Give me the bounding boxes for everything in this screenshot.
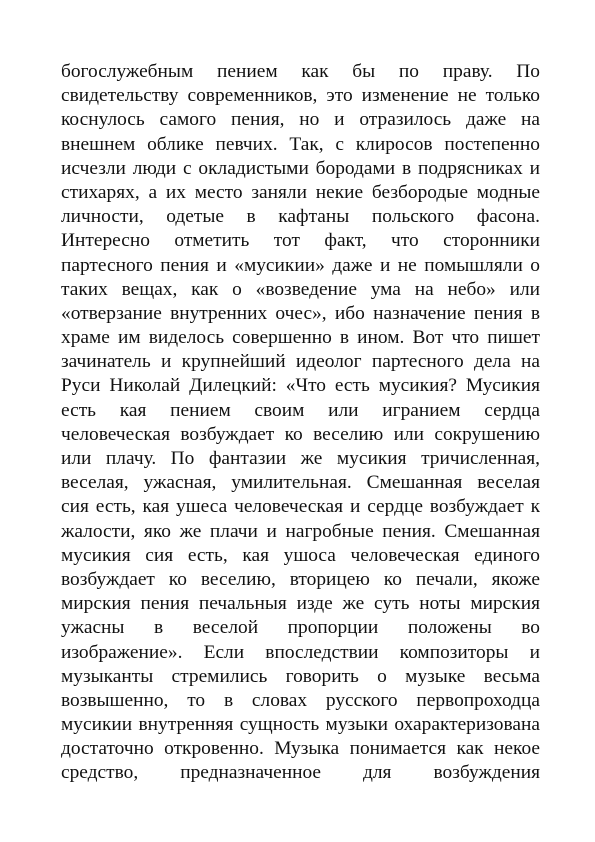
text-line: мирския пения печальныя изде же суть ноты мирския [61,593,540,615]
text-line: средство, предназначенное для возбуждения [61,762,540,784]
text-line: храме им виделось совершенно в ином. Вот что пишет [61,327,540,349]
text-line: внешнем облике певчих. Так, с клиросов постепенно [61,133,540,155]
text-line: изображение». Если впоследствии композиторы и [61,641,540,663]
text-line: богослужебным пением как бы по праву. По [61,61,540,82]
text-line: возвышенно, то в словах русского первопроходца [61,689,540,711]
text-line: мусикии внутренняя сущность музыки охарактеризована [61,714,540,736]
text-line: свидетельству современников, это изменение не только [61,85,540,107]
text-line: ужасны в веселой пропорции положены во [61,617,540,639]
body-text [61,60,540,786]
text-line: таких вещах, как о «возведение ума на небо» или [61,278,540,300]
text-line: веселая, ужасная, умилительная. Смешанная веселая [61,472,540,494]
text-line: коснулось самого пения, но и отразилось даже на [61,109,540,131]
text-line: личности, одетые в кафтаны польского фасона. [61,206,540,228]
text-line: или плачу. По фантазии же мусикия тричисленная, [61,448,540,469]
text-line: мусикия сия есть, кая ушоса человеческая единого [61,544,540,566]
text-line: музыканты стремились говорить о музыке весьма [61,665,540,687]
text-line: жалости, яко же плачи и нагробные пения. Смешанная [61,520,540,542]
text-line: есть кая пением своим или игранием сердца [61,399,540,421]
text-line: зачинатель и крупнейший идеолог партесного дела на [61,351,540,373]
text-line: исчезли люди с окладистыми бородами в подрясниках и [61,157,540,179]
text-line: сия есть, кая ушеса человеческая и сердце возбуждает к [61,496,540,518]
text-line: Интересно отметить тот факт, что сторонники [61,230,540,252]
text-line: возбуждает ко веселию, вторицею ко печали, якоже [61,568,540,590]
text-line: партесного пения и «мусикии» даже и не помышляли о [61,254,540,276]
text-line: «отверзание внутренних очес», ибо назначение пения в [61,302,540,324]
text-line: стихарях, а их место заняли некие безбородые модные [61,181,540,203]
text-line: Руси Николай Дилецкий: «Что есть мусикия? Мусикия [61,375,540,397]
text-line: достаточно откровенно. Музыка понимается как некое [61,738,540,760]
text-line: человеческая возбуждает ко веселию или сокрушению [61,423,540,445]
